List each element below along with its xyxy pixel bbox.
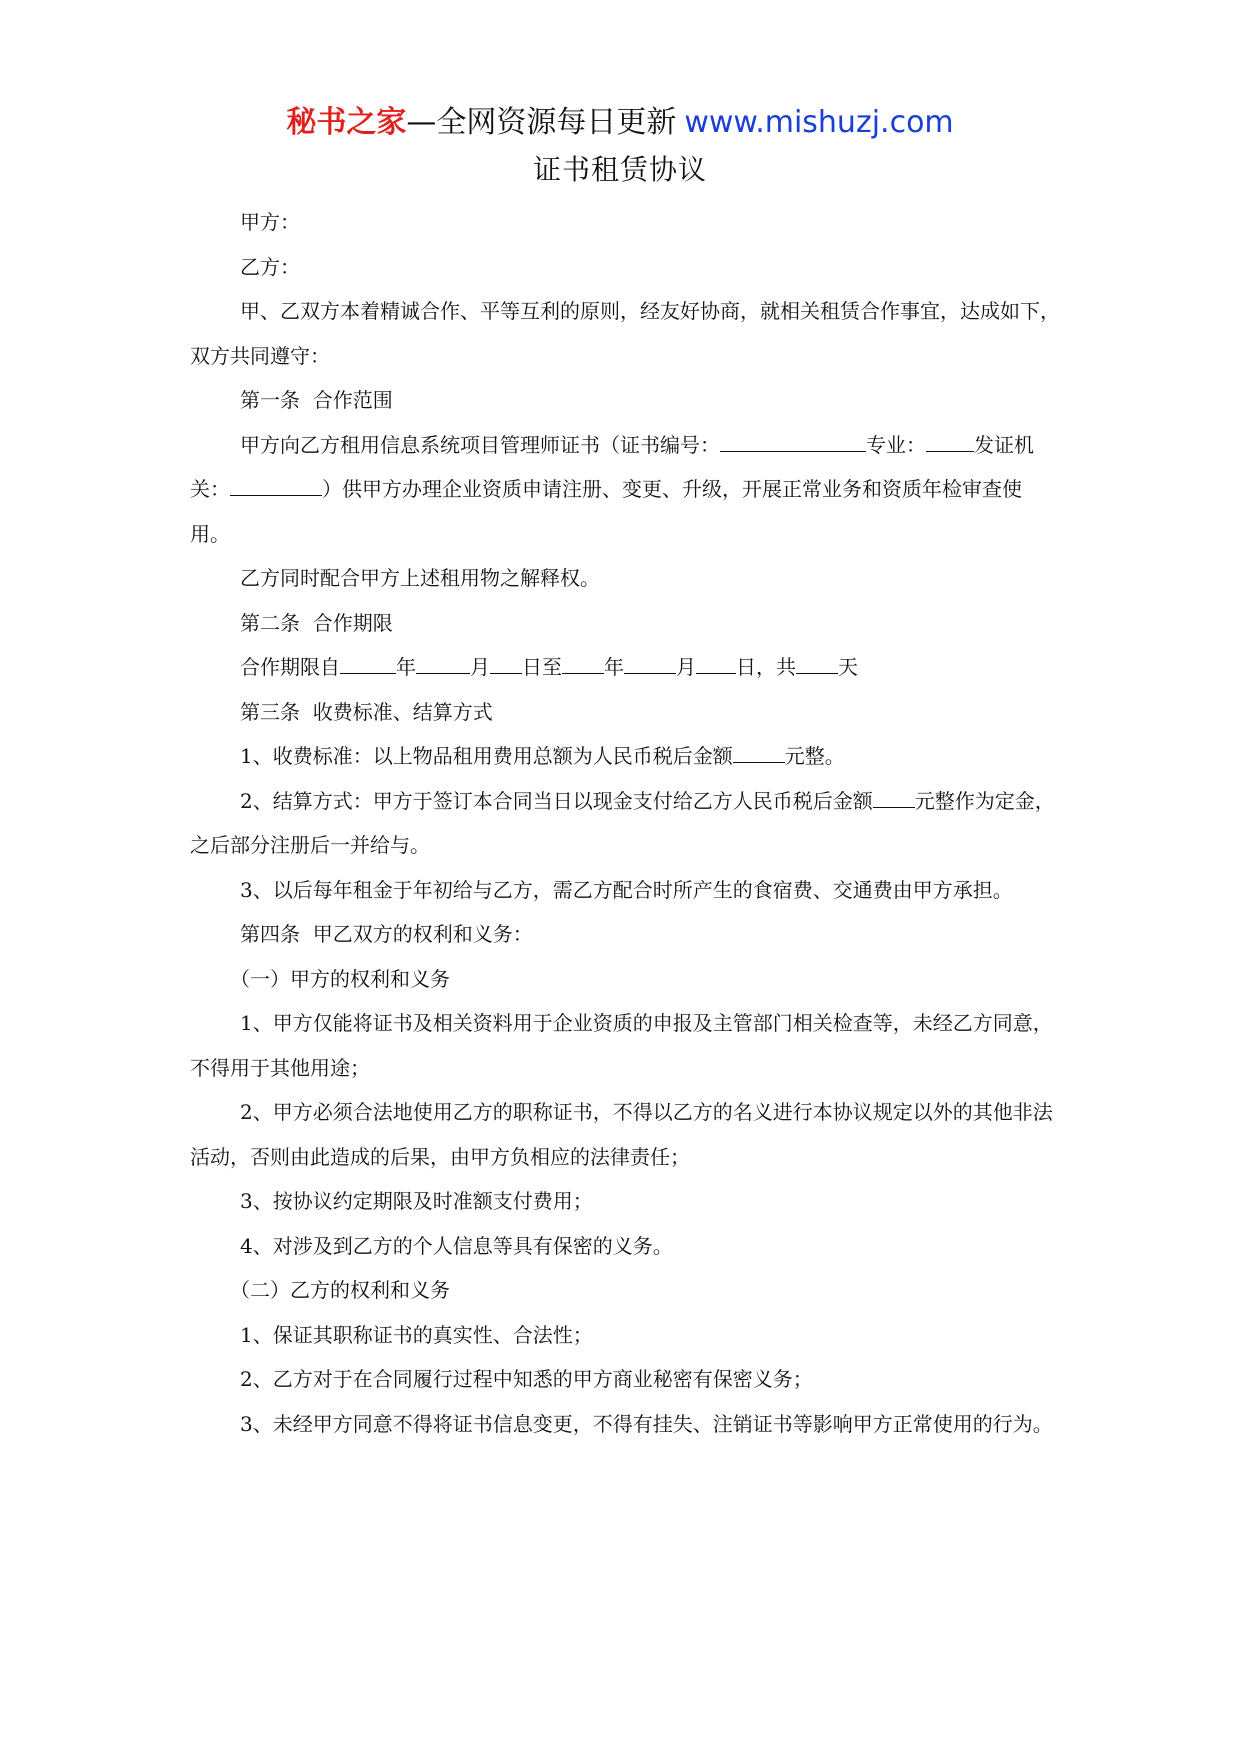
site-brand: 秘书之家	[286, 105, 407, 140]
article-3-heading: 第三条 收费标准、结算方式	[240, 699, 493, 724]
section-2-item: 3、未经甲方同意不得将证书信息变更，不得有挂失、注销证书等影响甲方正常使用的行为。	[240, 1411, 1053, 1436]
article-1-heading: 第一条 合作范围	[240, 388, 393, 412]
year-label: 年	[396, 655, 416, 679]
intro-paragraph: 甲、乙双方本着精诚合作、平等互利的原则，经友好协商，就相关租赁合作事宜，达成如下，双方共同遵守：	[190, 299, 1060, 368]
article-3-item-3: 3、以后每年租金于年初给与乙方，需乙方配合时所产生的食宿费、交通费由甲方承担。	[240, 877, 1013, 902]
article-1-paragraph-1	[190, 423, 1060, 557]
site-header	[0, 101, 1240, 145]
article-2-period	[190, 645, 1060, 690]
site-url-link[interactable]: www.mishuzj.com	[684, 105, 954, 140]
day-to-label: 日至	[522, 655, 562, 679]
deposit-amount-blank	[873, 785, 915, 808]
settlement-suffix: 元整作为定金，之后部分注册后一并给与。	[190, 788, 1055, 857]
article-1-paragraph-2: 乙方同时配合甲方上述租用物之解释权。	[240, 566, 600, 590]
section-2-item: 1、保证其职称证书的真实性、合法性；	[240, 1322, 593, 1347]
day-total-label: 日，共	[736, 655, 796, 679]
article-1-text-a: 甲方向乙方租用信息系统项目管理师证书（证书编号：	[240, 432, 720, 457]
end-day-blank	[696, 651, 736, 674]
month-label-2: 月	[676, 655, 696, 679]
fee-standard-suffix: 元整。	[784, 744, 845, 768]
start-year-blank	[340, 651, 396, 674]
site-slogan: —全网资源每日更新	[406, 105, 677, 140]
period-from-label: 合作期限自	[240, 655, 340, 679]
article-1-text-b: 专业：	[866, 432, 926, 457]
section-1-item: 3、按协议约定期限及时准额支付费用；	[240, 1189, 593, 1213]
start-day-blank	[490, 651, 522, 674]
section-1-item: 4、对涉及到乙方的个人信息等具有保密的义务。	[240, 1233, 673, 1258]
end-year-blank	[562, 651, 604, 674]
section-1-heading: （一）甲方的权利和义务	[230, 966, 450, 991]
section-2-item: 2、乙方对于在合同履行过程中知悉的甲方商业秘密有保密义务；	[240, 1367, 813, 1391]
section-2-heading: （二）乙方的权利和义务	[230, 1278, 450, 1302]
fee-amount-blank	[733, 740, 785, 763]
article-4-heading: 第四条 甲乙双方的权利和义务：	[240, 922, 533, 946]
start-month-blank	[416, 651, 470, 674]
settlement-text: 2、结算方式：甲方于签订本合同当日以现金支付给乙方人民币税后金额	[240, 788, 873, 813]
document-title: 证书租赁协议	[532, 153, 707, 186]
total-days-blank	[796, 651, 838, 674]
issuing-authority-blank	[230, 473, 322, 496]
document-body	[190, 200, 1060, 1446]
article-2-heading: 第二条 合作期限	[240, 610, 393, 635]
end-month-blank	[624, 651, 676, 674]
specialty-blank	[926, 429, 974, 452]
days-label: 天	[838, 655, 858, 679]
fee-standard-text: 1、收费标准：以上物品租用费用总额为人民币税后金额	[240, 744, 733, 768]
year-label-2: 年	[604, 655, 624, 679]
article-1-text-d: ）供甲方办理企业资质申请注册、变更、升级，开展正常业务和资质年检审查使用。	[190, 477, 1022, 546]
party-b-label: 乙方：	[240, 254, 300, 279]
article-1-text-c: 发证机关：	[190, 432, 1034, 501]
article-3-item-2	[190, 779, 1060, 868]
cert-number-blank	[720, 429, 866, 452]
party-a-label: 甲方：	[240, 210, 300, 234]
section-1-item: 1、甲方仅能将证书及相关资料用于企业资质的申报及主管部门相关检查等，未经乙方同意，不得用于其他用途；	[190, 1011, 1053, 1080]
section-1-item: 2、甲方必须合法地使用乙方的职称证书，不得以乙方的名义进行本协议规定以外的其他非法活动，否则由此造成的后果，由甲方负相应的法律责任；	[190, 1100, 1053, 1169]
month-label: 月	[470, 655, 490, 679]
article-3-item-1	[190, 734, 1060, 779]
